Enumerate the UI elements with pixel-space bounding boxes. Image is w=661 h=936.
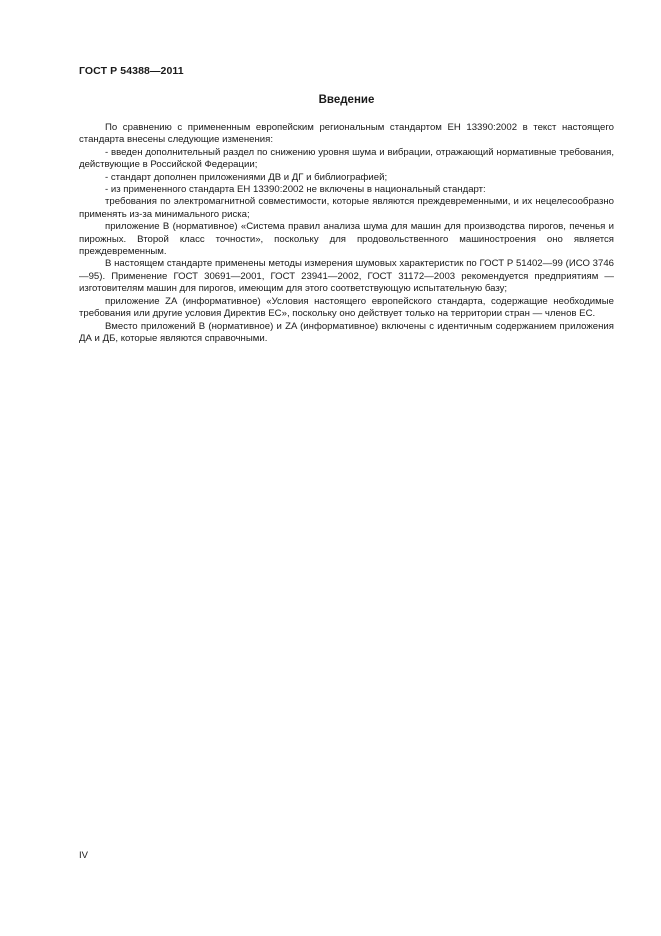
- paragraph-annex-b: приложение В (нормативное) «Система правил анализа шума для машин для производства пирогов, печенья и пирожных. Второй класс точности», поскольку для продовольственного машиностроения оно является преждевременным.: [79, 221, 614, 258]
- paragraph-intro: По сравнению с примененным европейским региональным стандартом ЕН 13390:2002 в текст настоящего стандарта внесены следующие изменения:: [79, 122, 614, 146]
- paragraph-annex-za: приложение ZA (информативное) «Условия настоящего европейского стандарта, содержащие необходимые требования или другие условия Директив ЕС», поскольку оно действует только на территории стран — членов ЕС.: [79, 295, 614, 320]
- body-text: [79, 122, 614, 345]
- paragraph-change-annexes: - стандарт дополнен приложениями ДВ и ДГ и библиографией;: [105, 171, 388, 183]
- paragraph-measurement-methods: В настоящем стандарте применены методы измерения шумовых характеристик по ГОСТ Р 51402—99 (ИСО 3746—95). Применение ГОСТ 30691—2001, ГОСТ 23941—2002, ГОСТ 31172—2003 рекомендуется предприятиям — изготовителям машин для пирогов, имеющим для этого соответствующую испытательную базу;: [79, 258, 614, 295]
- paragraph-emc-requirements: требования по электромагнитной совместимости, которые являются преждевременными, и их нецелесообразно применять из-за минимального риска;: [79, 196, 614, 220]
- document-code-header: ГОСТ Р 54388—2011: [79, 65, 184, 77]
- paragraph-change-noise: - введен дополнительный раздел по снижению уровня шума и вибрации, отражающий нормативные требования, действующие в Российской Федерации;: [79, 146, 614, 171]
- page-number: IV: [79, 850, 88, 861]
- section-title: Введение: [318, 94, 375, 106]
- paragraph-replacement-annexes: Вместо приложений В (нормативное) и ZA (информативное) включены с идентичным содержанием приложения ДА и ДБ, которые являются справочными.: [79, 320, 614, 344]
- paragraph-change-excluded: - из примененного стандарта ЕН 13390:2002 не включены в национальный стандарт:: [105, 184, 486, 196]
